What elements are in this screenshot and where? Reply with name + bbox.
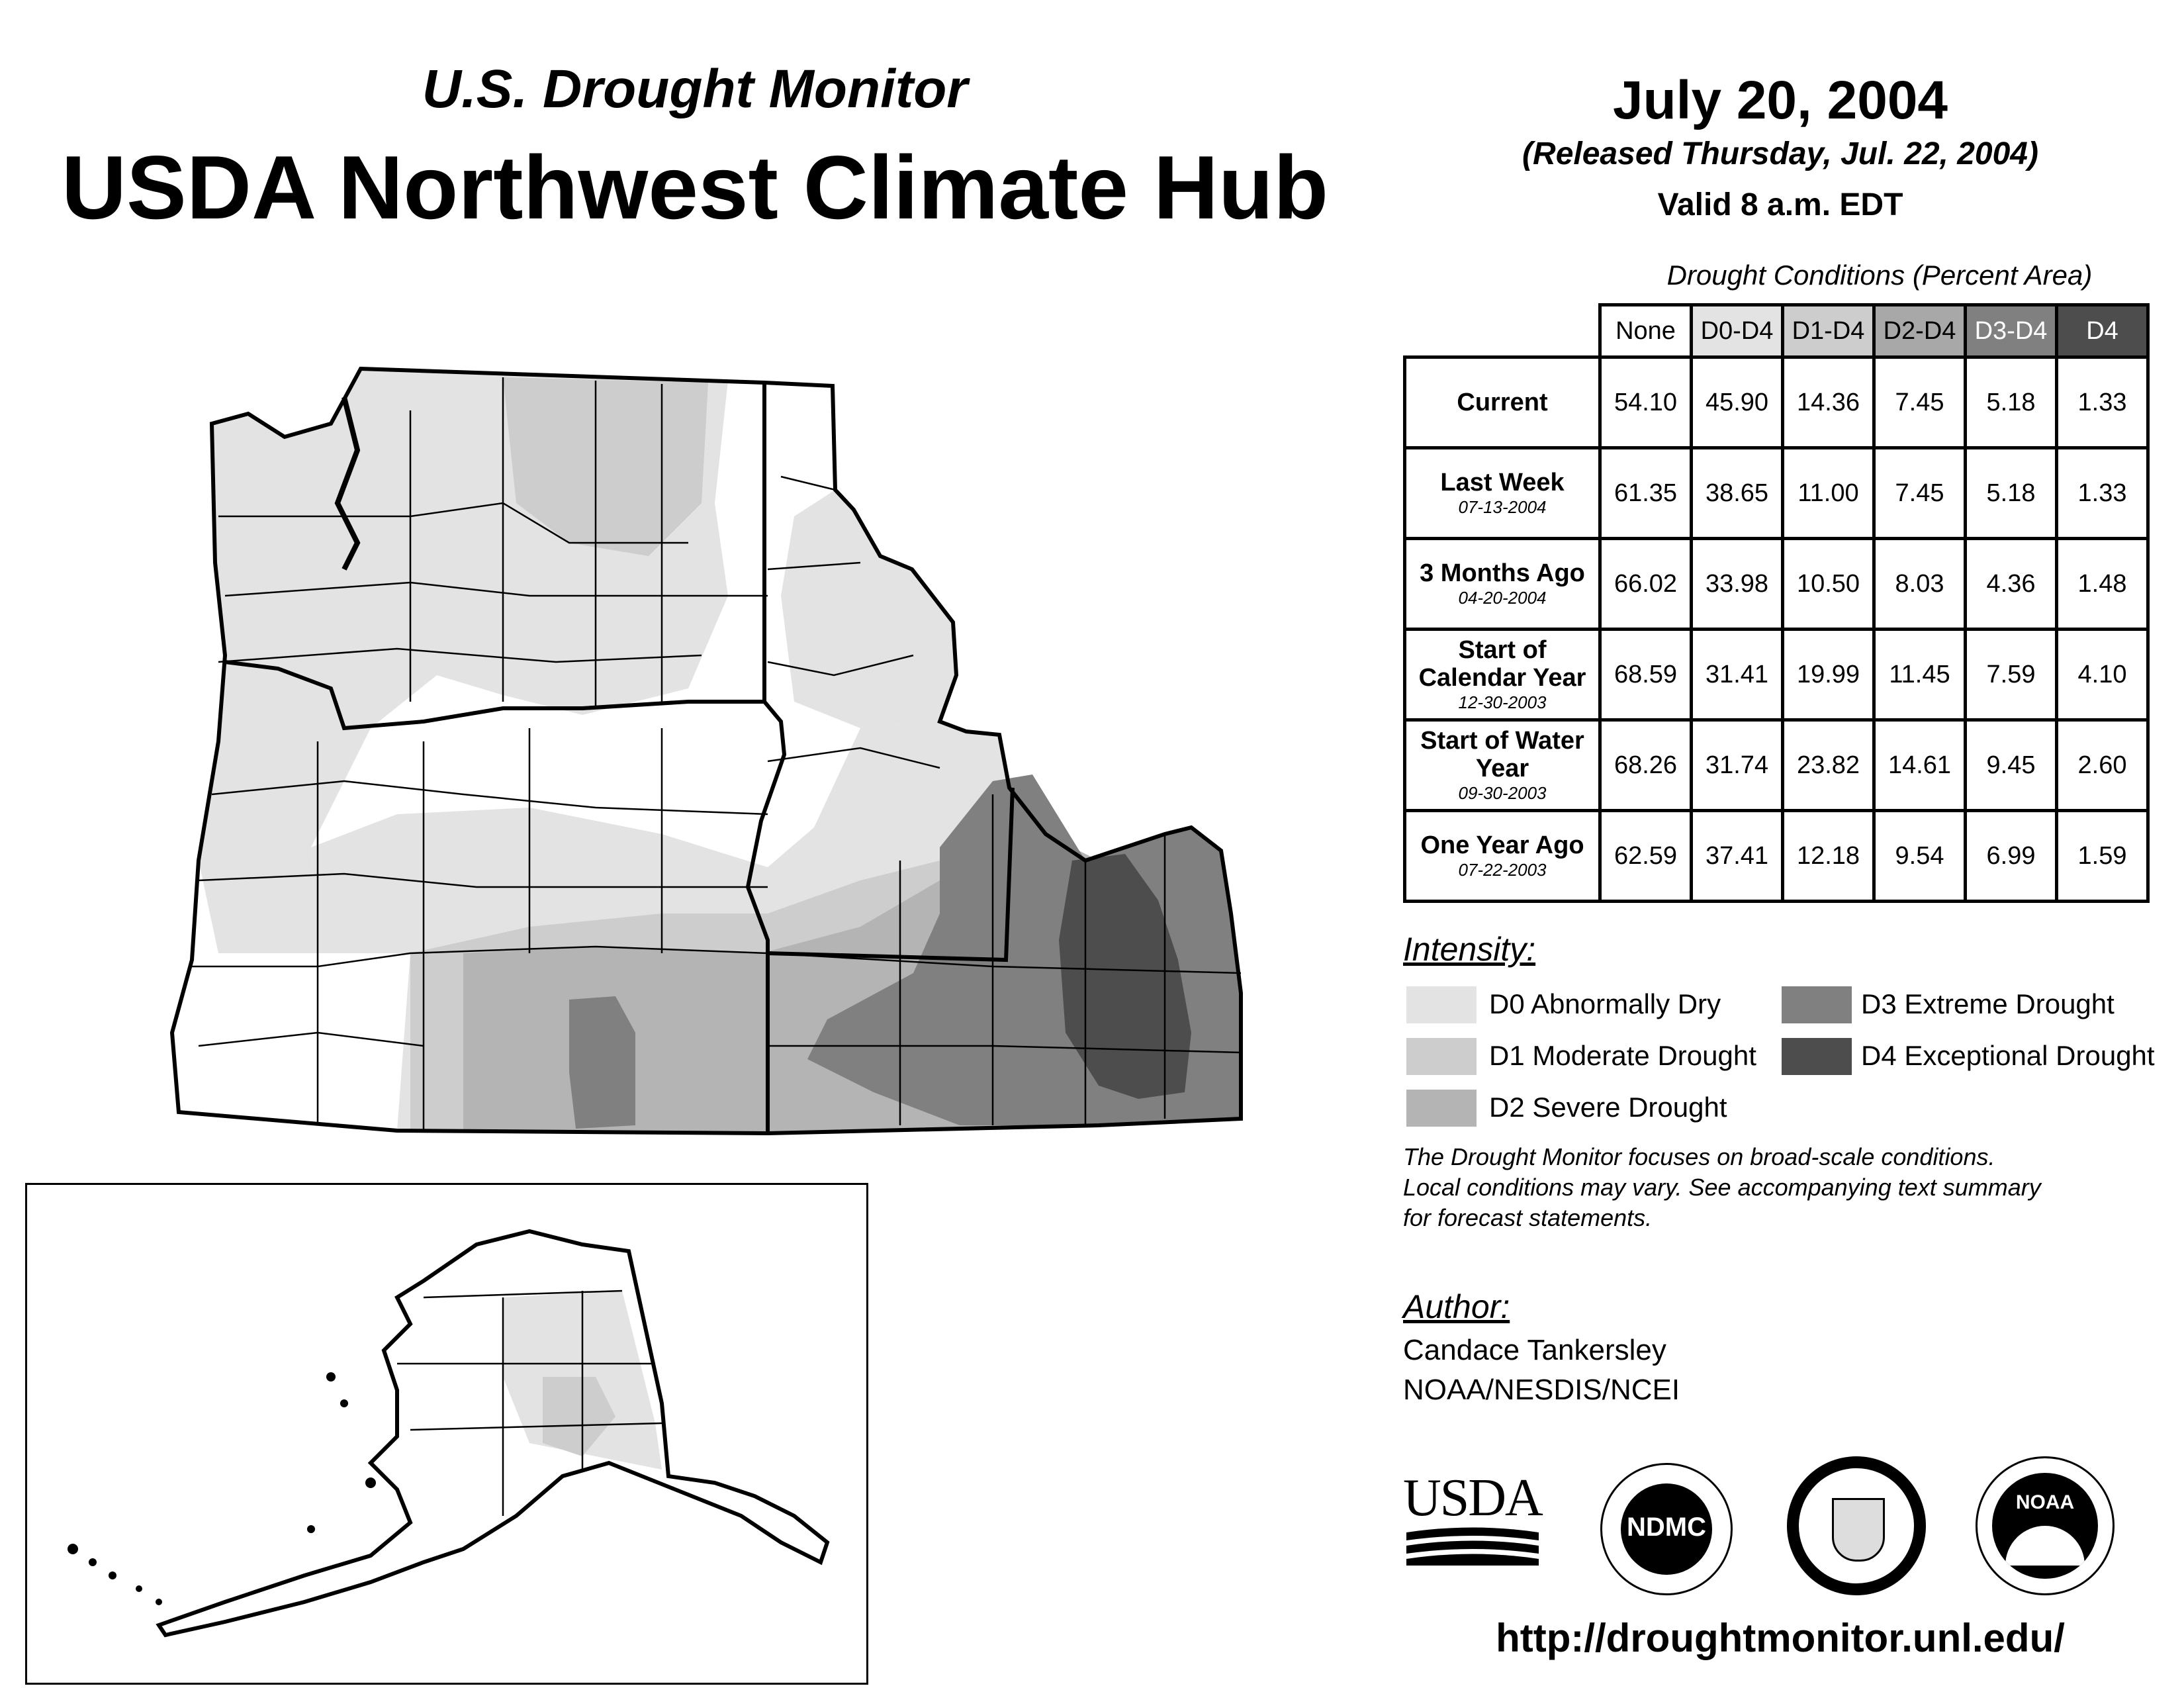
table-cell: 12.18 [1783, 811, 1874, 902]
table-cell: 33.98 [1692, 539, 1783, 630]
table-cell: 66.02 [1600, 539, 1692, 630]
noaa-logo-inner [1992, 1473, 2098, 1579]
row-label [1405, 811, 1600, 902]
header-corner [1405, 305, 1600, 357]
table-cell: 61.35 [1600, 448, 1692, 539]
col-header-d0-d4: D0-D4 [1692, 305, 1783, 357]
row-label [1405, 539, 1600, 630]
ndmc-logo-text: NDMC [1627, 1513, 1706, 1542]
legend-title: Intensity: [1403, 931, 1536, 968]
ndmc-logo [1600, 1463, 1733, 1595]
table-cell: 1.59 [2057, 811, 2148, 902]
table-cell: 14.61 [1874, 720, 1966, 811]
row-label-text: Current [1457, 389, 1548, 416]
table-cell: 8.03 [1874, 539, 1966, 630]
alaska-inset-map [40, 1205, 860, 1668]
table-cell: 4.36 [1966, 539, 2057, 630]
legend-label-d3: D3 Extreme Drought [1861, 988, 2115, 1019]
row-label-text: Start of Water Year [1420, 727, 1584, 782]
row-label-text: 3 Months Ago [1420, 559, 1585, 587]
usda-logo: USDA [1403, 1469, 1542, 1527]
table-cell: 45.90 [1692, 357, 1783, 448]
legend-label-d2: D2 Severe Drought [1489, 1092, 1727, 1123]
note-line: The Drought Monitor focuses on broad-scale conditions. [1403, 1143, 1995, 1170]
table-cell: 68.59 [1600, 630, 1692, 720]
map-subtitle: U.S. Drought Monitor [422, 59, 968, 119]
table-cell: 31.41 [1692, 630, 1783, 720]
table-cell: 37.41 [1692, 811, 1783, 902]
table-cell: 2.60 [2057, 720, 2148, 811]
legend-swatch-d4 [1782, 1038, 1852, 1075]
noaa-bird-icon [2005, 1526, 2085, 1566]
table-cell: 19.99 [1783, 630, 1874, 720]
col-header-none: None [1600, 305, 1692, 357]
map-title: USDA Northwest Climate Hub [61, 137, 1329, 238]
author-name: Candace Tankersley [1403, 1334, 1666, 1366]
table-header-row [1405, 305, 2148, 357]
map-date: July 20, 2004 [1612, 70, 1948, 130]
table-caption: Drought Conditions (Percent Area) [1666, 259, 2093, 291]
col-header-d3-d4: D3-D4 [1966, 305, 2057, 357]
legend-swatch-d1 [1406, 1038, 1477, 1075]
table-cell: 9.45 [1966, 720, 2057, 811]
valid-time: Valid 8 a.m. EDT [1657, 187, 1903, 222]
legend-label-d1: D1 Moderate Drought [1489, 1040, 1756, 1071]
table-cell: 7.59 [1966, 630, 2057, 720]
table-cell: 5.18 [1966, 448, 2057, 539]
table-cell: 10.50 [1783, 539, 1874, 630]
row-label-text: Start of Calendar Year [1418, 636, 1586, 692]
table-cell: 31.74 [1692, 720, 1783, 811]
table-row [1405, 720, 2148, 811]
table-cell: 4.10 [2057, 630, 2148, 720]
row-label [1405, 357, 1600, 448]
note-line: for forecast statements. [1403, 1204, 1653, 1231]
table-cell: 1.33 [2057, 448, 2148, 539]
drought-conditions-table [1403, 303, 2150, 903]
alaska-outline [159, 1231, 827, 1635]
table-cell: 23.82 [1783, 720, 1874, 811]
table-cell: 68.26 [1600, 720, 1692, 811]
col-header-d2-d4: D2-D4 [1874, 305, 1966, 357]
row-date: 04-20-2004 [1458, 588, 1547, 608]
table-cell: 6.99 [1966, 811, 2057, 902]
row-label [1405, 720, 1600, 811]
note-line: Local conditions may vary. See accompanying text summary [1403, 1174, 2041, 1201]
table-cell: 9.54 [1874, 811, 1966, 902]
author-org: NOAA/NESDIS/NCEI [1403, 1374, 1680, 1406]
usda-logo-waves [1406, 1526, 1539, 1566]
table-cell: 54.10 [1600, 357, 1692, 448]
table-cell: 62.59 [1600, 811, 1692, 902]
row-label-text: Last Week [1440, 469, 1565, 496]
legend-swatch-d0 [1406, 986, 1477, 1023]
eagle-shield-icon [1832, 1498, 1885, 1562]
table-cell: 14.36 [1783, 357, 1874, 448]
noaa-logo-text: NOAA [2015, 1491, 2075, 1513]
table-cell: 5.18 [1966, 357, 2057, 448]
table-cell: 38.65 [1692, 448, 1783, 539]
row-date: 07-22-2003 [1458, 860, 1547, 880]
release-date: (Released Thursday, Jul. 22, 2004) [1522, 136, 2038, 171]
noaa-logo [1976, 1456, 2115, 1595]
table-row [1405, 539, 2148, 630]
disclaimer-note [1403, 1142, 2164, 1233]
table-row [1405, 630, 2148, 720]
northwest-map [159, 361, 1257, 1135]
row-date: 07-13-2004 [1458, 497, 1547, 517]
row-label-text: One Year Ago [1420, 831, 1584, 859]
row-label [1405, 448, 1600, 539]
doc-seal-logo [1787, 1456, 1926, 1595]
table-row [1405, 357, 2148, 448]
table-cell: 1.48 [2057, 539, 2148, 630]
col-header-d1-d4: D1-D4 [1783, 305, 1874, 357]
table-cell: 1.33 [2057, 357, 2148, 448]
author-title: Author: [1403, 1288, 1510, 1325]
row-date: 12-30-2003 [1458, 692, 1547, 712]
table-cell: 11.45 [1874, 630, 1966, 720]
legend-swatch-d3 [1782, 986, 1852, 1023]
table-cell: 7.45 [1874, 357, 1966, 448]
table-cell: 7.45 [1874, 448, 1966, 539]
col-header-d4: D4 [2057, 305, 2148, 357]
legend-label-d0: D0 Abnormally Dry [1489, 988, 1721, 1019]
table-cell: 11.00 [1783, 448, 1874, 539]
legend-label-d4: D4 Exceptional Drought [1861, 1040, 2155, 1071]
legend-swatch-d2 [1406, 1090, 1477, 1127]
row-date: 09-30-2003 [1458, 783, 1547, 803]
table-row [1405, 811, 2148, 902]
website-url[interactable]: http://droughtmonitor.unl.edu/ [1496, 1616, 2065, 1660]
table-row [1405, 448, 2148, 539]
row-label [1405, 630, 1600, 720]
